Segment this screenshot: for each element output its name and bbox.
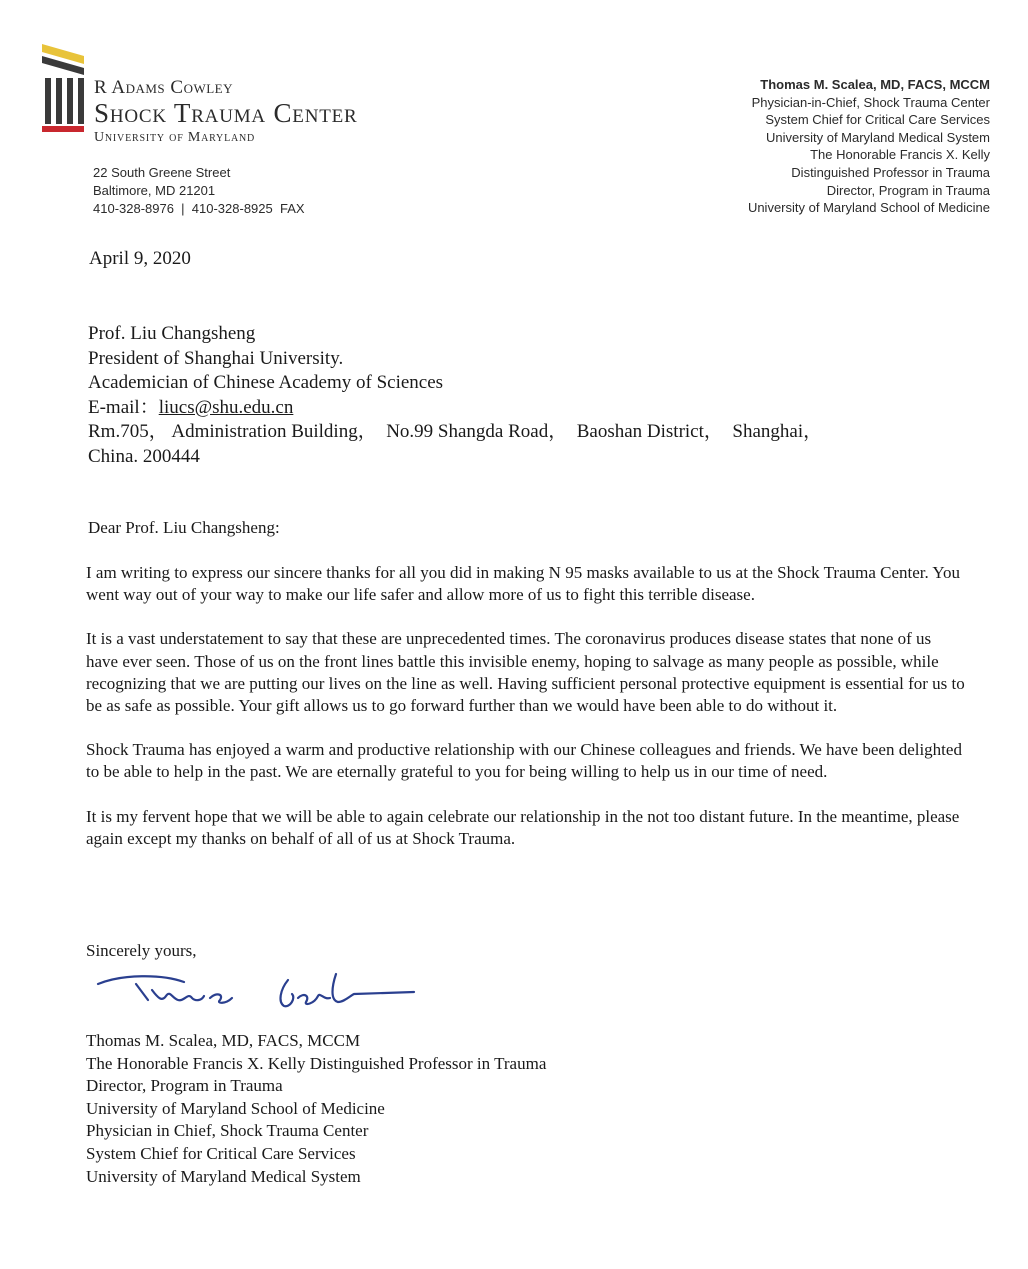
signature-line: Director, Program in Trauma — [86, 1076, 283, 1096]
address-city: Baltimore, MD 21201 — [93, 183, 216, 198]
letter-date: April 9, 2020 — [89, 248, 191, 269]
organization-name — [94, 78, 358, 148]
salutation: Dear Prof. Liu Changsheng: — [88, 518, 280, 537]
sender-name: Thomas M. Scalea, MD, FACS, MCCM — [760, 77, 990, 92]
body-paragraph: It is my fervent hope that we will be able to again celebrate our relationship in the not too distant future. In the meantime, please again except my thanks on behalf of all of us at Shock Trauma. — [86, 806, 960, 848]
sender-title: Director, Program in Trauma — [826, 182, 990, 198]
recipient-name: Prof. Liu Changsheng — [88, 323, 256, 344]
sender-title: Distinguished Professor in Trauma — [791, 164, 990, 180]
signature-line: The Honorable Francis X. Kelly Distinguished Professor in Trauma — [86, 1053, 547, 1073]
recipient-address: China. 200444 — [88, 445, 200, 467]
sender-info — [748, 76, 990, 217]
email-link[interactable]: liucs@shu.edu.cn — [158, 396, 294, 418]
address-street: 22 South Greene Street — [93, 165, 231, 180]
sender-title: Physician-in-Chief, Shock Trauma Center — [751, 94, 990, 110]
signature-line: University of Maryland School of Medicine — [86, 1098, 385, 1118]
body-paragraph: Shock Trauma has enjoyed a warm and productive relationship with our Chinese colleagues and friends. We have been delighted to be able to help in the past. We are eternally grateful to you for being willing to help us in our time of need. — [86, 740, 962, 782]
email-label: E-mail： — [88, 396, 159, 418]
letterhead-address — [93, 164, 305, 218]
sender-title: System Chief for Critical Care Services — [765, 112, 990, 128]
handwritten-signature-icon — [92, 968, 422, 1016]
letter-body — [86, 562, 966, 872]
signature-line: Physician in Chief, Shock Trauma Center — [86, 1121, 369, 1141]
body-paragraph: I am writing to express our sincere thanks for all you did in making N 95 masks available to us at the Shock Trauma Center. You went way out of your way to make our life safer and allow more of us to fight this terrible disease. — [86, 563, 960, 605]
recipient-title: Academician of Chinese Academy of Sciences — [88, 372, 444, 393]
signature-block — [86, 1030, 546, 1188]
recipient-address: Rm.705， Administration Building， No.99 Shangda Road， Baoshan District， Shanghai， — [88, 421, 823, 442]
signature-line: System Chief for Critical Care Services — [86, 1143, 356, 1163]
org-line-1: R Adams Cowley — [94, 77, 234, 98]
body-paragraph: It is a vast understatement to say that these are unprecedented times. The coronavirus produces disease states that none of us have ever seen. Those of us on the front lines battle this invisible enemy, hoping to salvage as many people as possible, while recognizing that we are putting our lives on the line as well. Having sufficient personal protective equipment is essential for us to be as safe as possible. Your gift allows us to go forward further than we would have been able to do without it. — [86, 629, 965, 716]
recipient-title: President of Shanghai University. — [88, 347, 344, 369]
org-line-3: University of Maryland — [94, 130, 256, 145]
closing: Sincerely yours, — [86, 941, 197, 960]
signature-line: Thomas M. Scalea, MD, FACS, MCCM — [86, 1031, 361, 1050]
signature-line: University of Maryland Medical System — [86, 1166, 361, 1186]
address-phone: 410-328-8976 | 410-328-8925 FAX — [93, 201, 305, 216]
org-line-2: Shock Trauma Center — [94, 98, 358, 128]
sender-title: University of Maryland School of Medicine — [747, 200, 990, 216]
sender-title: University of Maryland Medical System — [766, 129, 990, 145]
sender-title: The Honorable Francis X. Kelly — [810, 147, 990, 163]
shock-trauma-logo-icon — [40, 42, 86, 138]
recipient-block — [88, 322, 822, 469]
recipient-email-line — [88, 396, 822, 421]
